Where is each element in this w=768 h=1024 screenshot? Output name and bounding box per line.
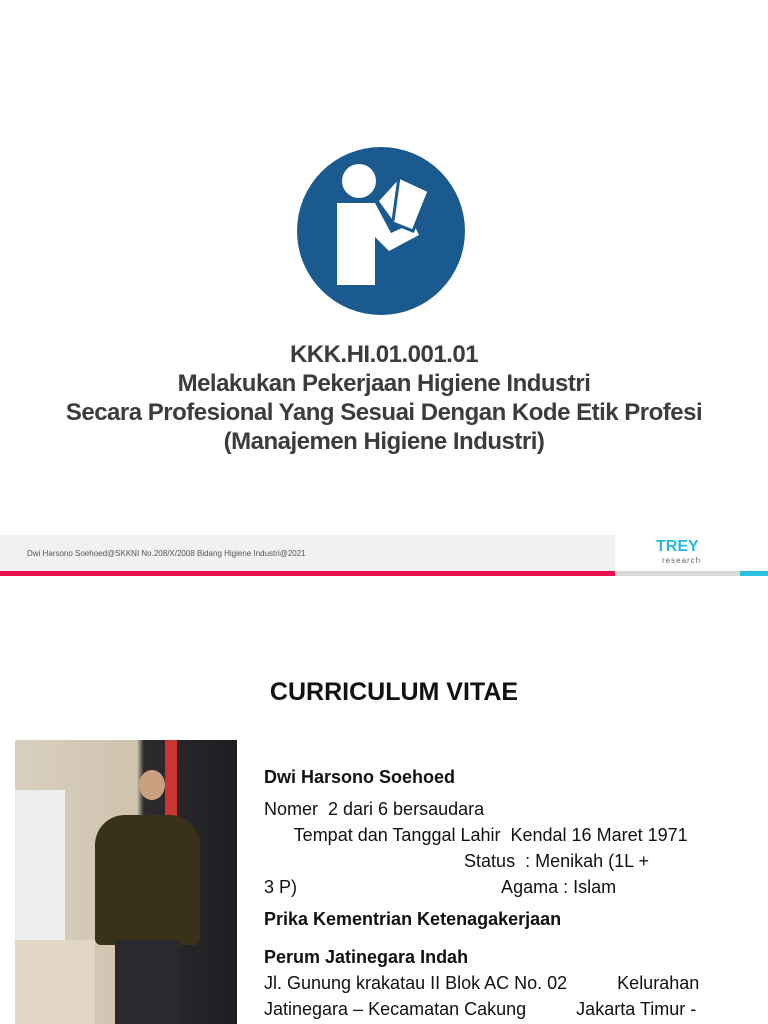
title-line: Secara Profesional Yang Sesuai Dengan Kode Etik Profesi — [65, 399, 703, 426]
cv-line: 3 P) Agama : Islam — [264, 877, 617, 897]
portrait-photo — [15, 740, 237, 1024]
cv-details — [264, 764, 744, 1022]
course-code: KKK.HI.01.001.01 — [289, 341, 479, 368]
address-line: Jl. Gunung krakatau II Blok AC No. 02 Kelurahan — [264, 973, 700, 993]
cv-line: Tempat dan Tanggal Lahir Kendal 16 Maret 1971 — [264, 825, 688, 845]
employer: Prika Kementrian Ketenagakerjaan — [264, 909, 562, 929]
person-name: Dwi Harsono Soehoed — [264, 767, 456, 787]
slide-title — [0, 340, 768, 456]
logo-sub: research — [662, 556, 702, 565]
footer — [0, 535, 615, 571]
cv-line: Status : Menikah (1L + — [264, 851, 649, 871]
cv-slide — [0, 594, 768, 1024]
footer-text: Dwi Harsono Soehoed@SKKNI No.208/X/2008 Bidang Higiene Industri@2021 — [27, 549, 306, 558]
title-line: Melakukan Pekerjaan Higiene Industri — [177, 370, 591, 397]
trey-research-logo — [615, 535, 768, 571]
cv-title: CURRICULUM VITAE — [269, 678, 519, 706]
cv-line: Nomer 2 dari 6 bersaudara — [264, 799, 485, 819]
address-title: Perum Jatinegara Indah — [264, 947, 469, 967]
title-line: (Manajemen Higiene Industri) — [223, 428, 545, 455]
address-line: Jatinegara – Kecamatan Cakung Jakarta Timur - — [264, 999, 697, 1019]
logo-name: TREY — [656, 538, 699, 555]
slide-gap — [0, 576, 768, 594]
read-manual-icon — [297, 147, 465, 315]
